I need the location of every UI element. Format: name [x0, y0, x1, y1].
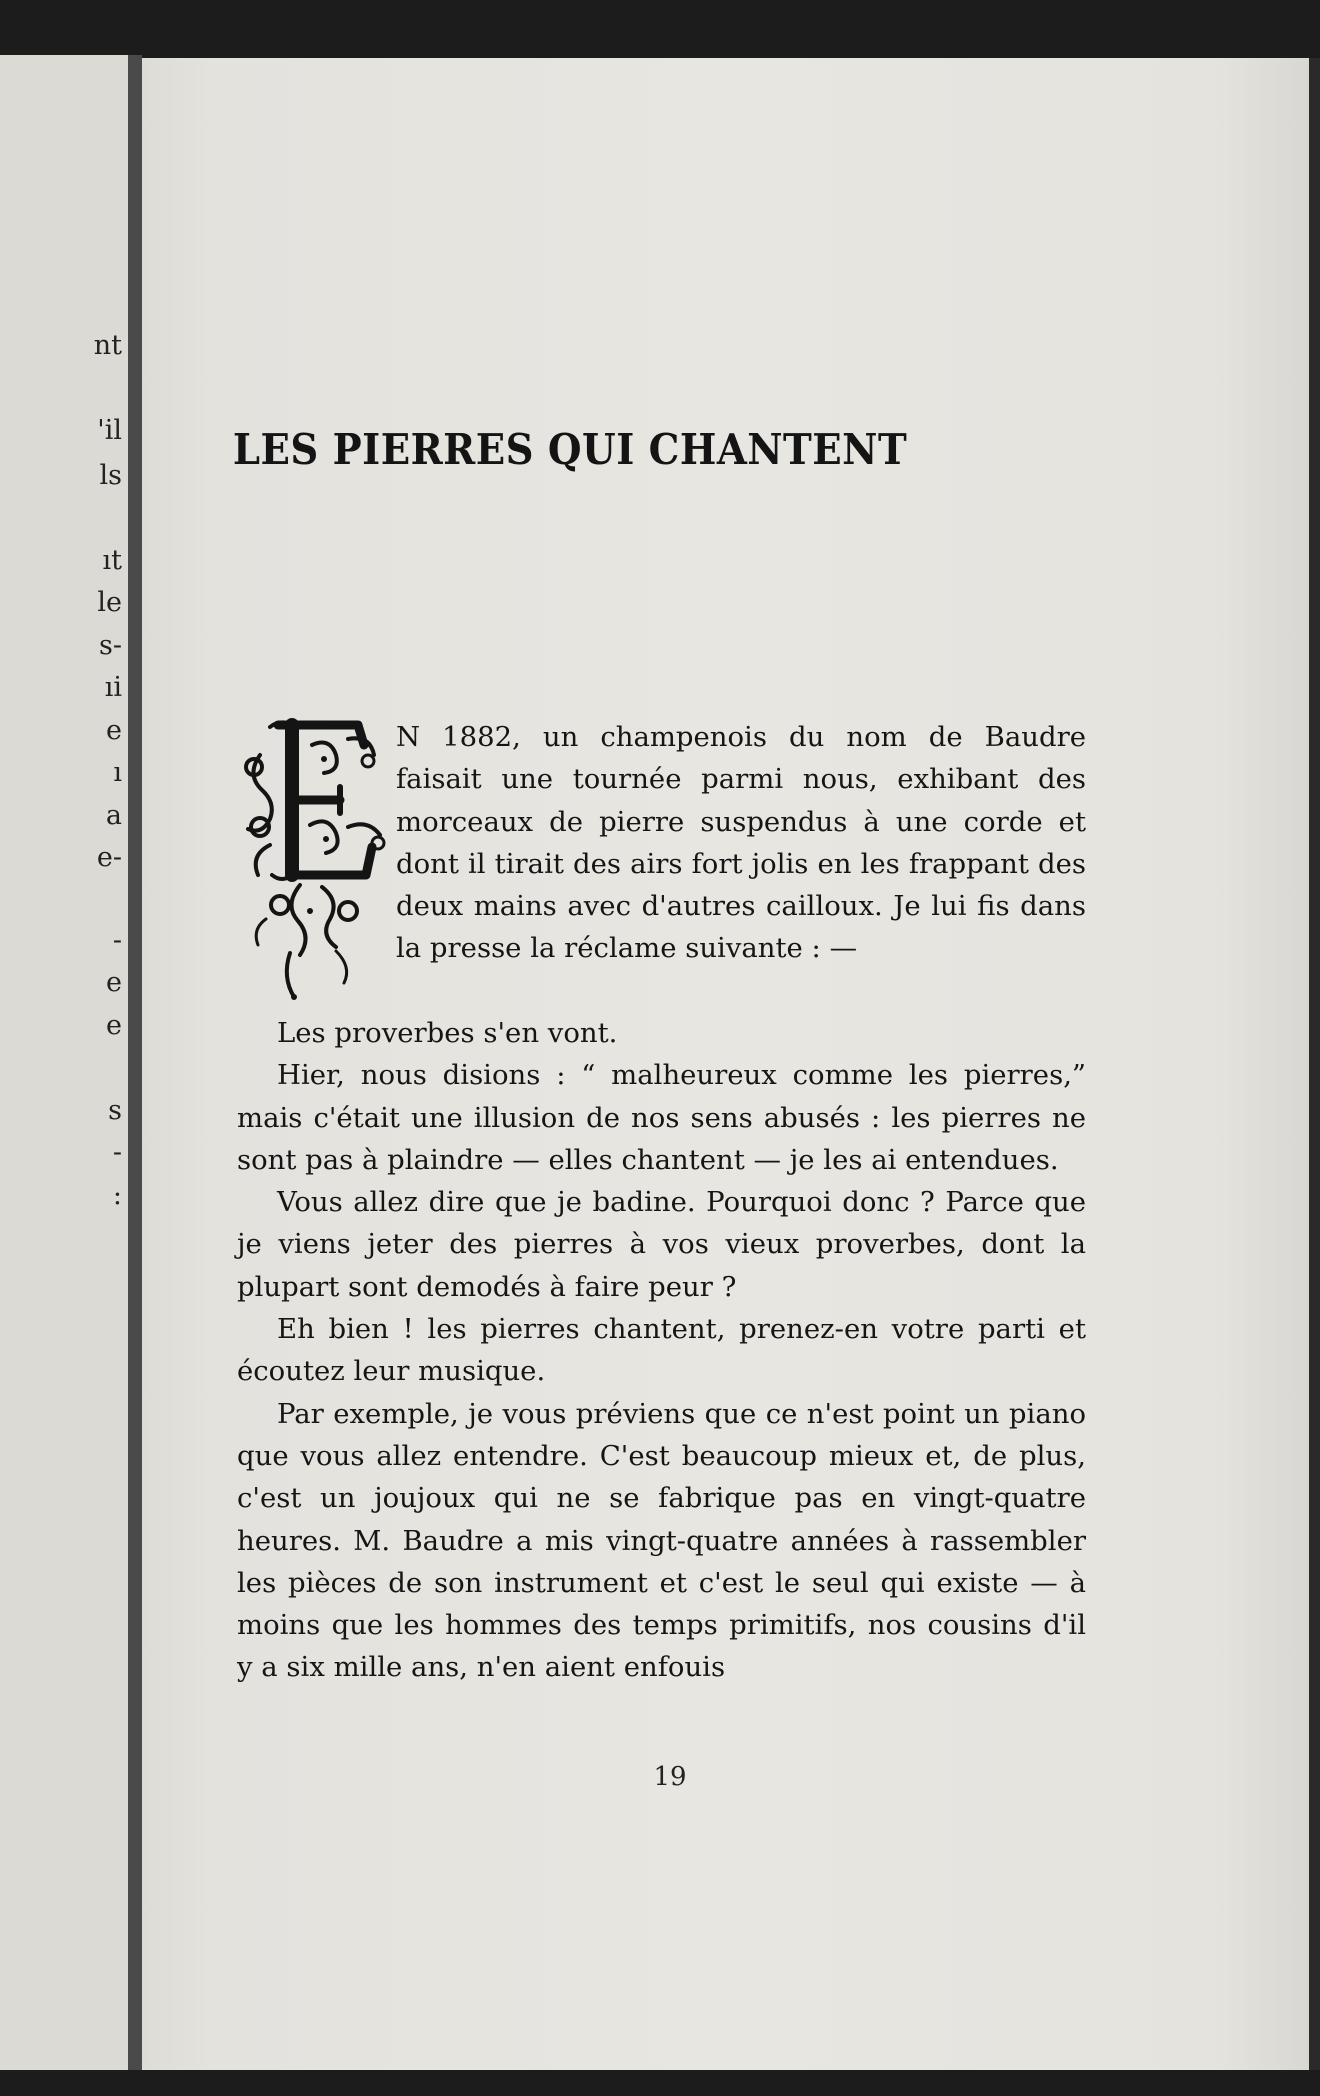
prev-page-fragment: e — [106, 715, 122, 746]
prev-page-fragment: - — [112, 1137, 122, 1168]
prev-page-fragment: s — [108, 1095, 122, 1126]
paragraph: Vous allez dire que je badine. Pourquoi donc ? Parce que je viens jeter des pierres à vos vieux proverbes, dont la plupart sont demodés à faire peur ? — [237, 1186, 1086, 1303]
page-right-edge — [1309, 58, 1320, 2070]
paragraph: Eh bien ! les pierres chantent, prenez-en votre parti et écoutez leur musique. — [237, 1313, 1086, 1388]
lead-paragraph: N 1882, un champenois du nom de Baudre faisait une tournée parmi nous, exhibant des morceaux de pierre suspendus à une corde et dont il tirait des airs fort jolis en les frappant des deux mains avec d'autres cailloux. Je lui fis dans la presse la réclame suivante : — — [396, 721, 1086, 965]
paragraph: Les proverbes s'en vont. — [277, 1017, 618, 1049]
prev-page-fragment: s- — [99, 630, 122, 661]
prev-page-fragment: e — [106, 1010, 122, 1041]
page-gutter — [128, 55, 142, 2070]
prev-page-fragment: e — [106, 967, 122, 998]
prev-page-fragment: nt — [93, 330, 122, 361]
prev-page-fragment: ıt — [102, 545, 122, 576]
prev-page-fragment: le — [97, 587, 122, 618]
chapter-title: LES PIERRES QUI CHANTENT — [232, 425, 908, 474]
prev-page-fragment: - — [112, 925, 122, 956]
body-text — [237, 1012, 1086, 1689]
prev-page-fragment: e- — [96, 842, 122, 873]
paragraph: Par exemple, je vous préviens que ce n'est point un piano que vous allez entendre. C'est beaucoup mieux et, de plus, c'est un joujoux qui ne se fabrique pas en vingt-quatre heures. M. Baudre a mis vingt-quatre années à rassembler les pièces de son instrument et c'est le seul qui existe — à moins que les hommes des temps primitifs, nos cousins d'il y a six mille ans, n'en aient enfouis — [237, 1397, 1086, 1684]
prev-page-fragment: ı — [113, 757, 122, 788]
paragraph: Hier, nous disions : “ malheureux comme les pierres,” mais c'était une illusion de nos sens abusés : les pierres ne sont pas à plaindre — elles chantent — je les ai entendues. — [237, 1059, 1086, 1176]
prev-page-fragment: a — [105, 800, 122, 831]
prev-page-fragment: : — [112, 1180, 122, 1211]
previous-page-edge — [0, 55, 128, 2070]
prev-page-fragment: ıi — [104, 672, 122, 703]
ornamental-dropcap-e-icon — [240, 715, 388, 1005]
prev-page-fragment: ls — [99, 460, 122, 491]
prev-page-fragment: 'il — [97, 415, 122, 446]
page-number: 19 — [653, 1762, 687, 1792]
